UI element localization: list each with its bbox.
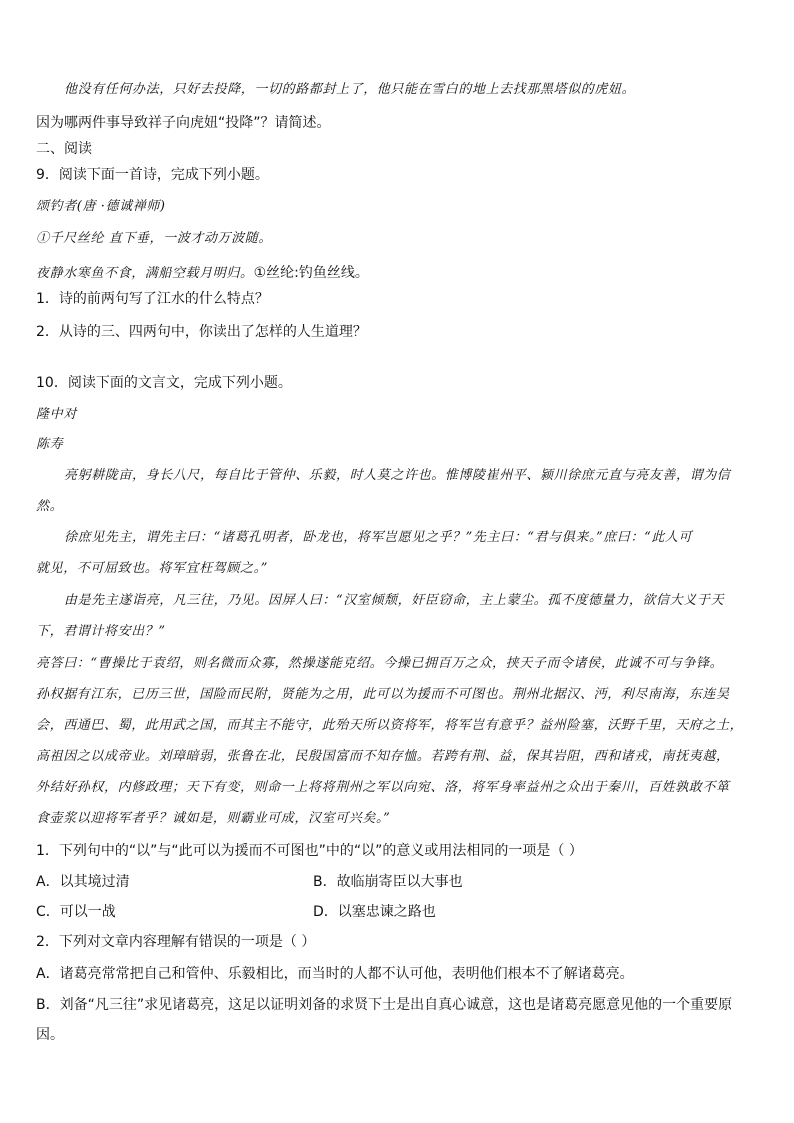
poem-line-2-text: 夜静水寒鱼不食，满船空载月明归。 (36, 266, 254, 281)
passage-paragraph-4-line-6: 食壶浆以迎将军者乎？诚如是，则霸业可成，汉室可兴矣。” (36, 811, 391, 826)
passage-paragraph-1-line-1: 亮躬耕陇亩，身长八尺，每自比于管仲、乐毅，时人莫之许也。惟博陵崔州平、颍川徐庶元直与亮友善，谓为信 (64, 468, 731, 483)
passage-paragraph-4-line-5: 外结好孙权，内修政理；天下有变，则命一上将将荆州之军以向宛、洛，将军身率益州之众出于秦川，百姓孰敢不箪 (36, 780, 730, 795)
question-10-prompt: 10．阅读下面的文言文，完成下列小题。 (36, 375, 292, 391)
section-title: 二、阅读 (36, 141, 92, 157)
poem-footnote: ①丝纶:钓鱼丝线。 (253, 265, 369, 281)
question-10-sub-1-options-row-1 (36, 874, 758, 892)
poem-line-2 (36, 262, 758, 282)
passage-paragraph-1-line-2: 然。 (36, 499, 64, 514)
passage-paragraph-4-line-1: 亮答曰：“曹操比于袁绍，则名微而众寡，然操遂能克绍。今操已拥百万之众，挟天子而令诸侯，此诚不可与争锋。 (36, 656, 724, 671)
passage-author: 陈寿 (36, 437, 64, 452)
passage-title: 隆中对 (36, 407, 77, 422)
passage-paragraph-4-line-4: 高祖因之以成帝业。刘璋暗弱，张鲁在北，民殷国富而不知存恤。若跨有荆、益，保其岩阻，西和诸戎，南抚夷越， (36, 749, 730, 764)
question-10-sub-1-stem: 1．下列句中的“以”与“此可以为援而不可图也”中的“以”的意义或用法相同的一项是（ ） (36, 843, 583, 859)
passage-paragraph-2-line-1: 徐庶见先主，谓先主曰：“诸葛孔明者，卧龙也，将军岂愿见之乎？”先主曰：“君与俱来。”庶曰：“此人可 (64, 530, 693, 545)
question-9-sub-1: 1．诗的前两句写了江水的什么特点？ (36, 291, 269, 307)
question-9-prompt: 9．阅读下面一首诗，完成下列小题。 (36, 167, 269, 183)
question-8-prompt: 因为哪两件事导致祥子向虎妞“投降”？请简述。 (36, 115, 331, 131)
passage-paragraph-4-line-2: 孙权据有江东，已历三世，国险而民附，贤能为之用，此可以为援而不可图也。荆州北据汉、沔，利尽南海，东连吴 (36, 687, 730, 702)
passage-paragraph-4-line-3: 会，西通巴、蜀，此用武之国，而其主不能守，此殆天所以资将军，将军岂有意乎？益州险塞，沃野千里，天府之土， (36, 718, 744, 733)
passage-paragraph-3-line-1: 由是先主遂诣亮，凡三往，乃见。因屏人曰：“汉室倾颓，奸臣窃命，主上蒙尘。孤不度德量力，欲信大义于天 (64, 593, 725, 608)
poem-line-1: ①千尺丝纶 直下垂，一波才动万波随。 (36, 231, 272, 246)
question-10-sub-2-option-a[interactable]: A．诸葛亮常常把自己和管仲、乐毅相比，而当时的人都不认可他，表明他们根本不了解诸葛亮。 (36, 966, 634, 982)
option-c[interactable]: C．可以一战 (36, 904, 116, 920)
passage-paragraph-2-line-2: 就见，不可屈致也。将军宜枉驾顾之。” (36, 561, 268, 576)
passage-paragraph-3-line-2: 下，君谓计将安出？” (36, 624, 166, 639)
question-10-sub-1-options-row-2 (36, 904, 758, 922)
passage-ending: 他没有任何办法，只好去投降，一切的路都封上了，他只能在雪白的地上去找那黑塔似的虎妞。 (64, 82, 636, 97)
question-10-sub-2-option-b-line-2[interactable]: 因。 (36, 1027, 64, 1043)
option-d[interactable]: D．以塞忠谏之路也 (313, 904, 436, 920)
poem-title: 颂钓者(唐 ·德诚禅师) (36, 199, 166, 214)
option-a[interactable]: A．以其境过清 (36, 874, 130, 890)
question-9-sub-2: 2．从诗的三、四两句中，你读出了怎样的人生道理？ (36, 324, 367, 340)
question-10-sub-2-option-b-line-1[interactable]: B．刘备“凡三往”求见诸葛亮，这足以证明刘备的求贤下士是出自真心诚意，这也是诸葛亮愿意见他的一个重要原 (36, 997, 733, 1013)
option-b[interactable]: B．故临崩寄臣以大事也 (313, 874, 463, 890)
question-10-sub-2-stem: 2．下列对文章内容理解有错误的一项是（ ） (36, 934, 316, 950)
